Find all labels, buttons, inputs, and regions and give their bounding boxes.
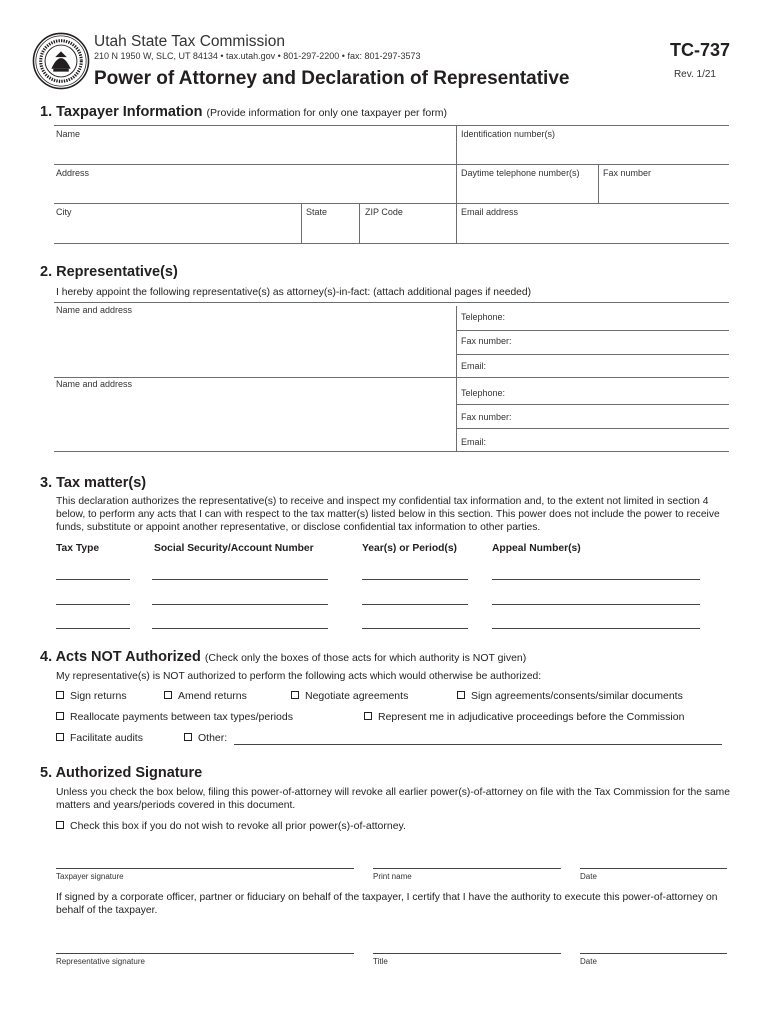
utah-state-seal-icon [32,32,90,90]
tax-type-blank[interactable] [56,628,130,629]
no-revoke-label: Check this box if you do not wish to revoke all prior power(s)-of-attorney. [70,820,406,832]
appeal-number-blank[interactable] [492,579,700,580]
reallocate-label: Reallocate payments between tax types/periods [70,711,293,723]
sign-agreements-checkbox[interactable] [457,691,465,699]
date2-label: Date [580,957,597,966]
section3-heading: 3. Tax matter(s) [40,475,147,491]
rep1-telephone-field[interactable]: Telephone: [461,312,506,322]
years-periods-blank[interactable] [362,579,468,580]
section1-note: (Provide information for only one taxpayer per form) [206,107,447,119]
other-checkbox[interactable] [184,733,192,741]
address-field[interactable]: Address [56,168,90,178]
amend-returns-label: Amend returns [178,690,247,702]
represent-label: Represent me in adjudicative proceedings before the Commission [378,711,685,723]
agency-name: Utah State Tax Commission [94,33,285,50]
col-tax-type: Tax Type [56,543,100,554]
rep2-telephone-field[interactable]: Telephone: [461,388,506,398]
appeal-number-blank[interactable] [492,628,700,629]
email-field[interactable]: Email address [461,207,519,217]
amend-returns-checkbox[interactable] [164,691,172,699]
negotiate-option[interactable] [291,690,408,702]
section1-heading [40,104,447,120]
print-name-label: Print name [373,872,412,881]
date1-label: Date [580,872,597,881]
section4-heading [40,649,526,665]
print-name-line[interactable] [373,868,561,869]
taxpayer-signature-line[interactable] [56,868,354,869]
sign-agreements-label: Sign agreements/consents/similar documents [471,690,683,702]
id-number-field[interactable]: Identification number(s) [461,129,556,139]
section2-heading: 2. Representative(s) [40,264,178,280]
appeal-number-blank[interactable] [492,604,700,605]
sign-agreements-option[interactable] [457,690,683,702]
form-number: TC-737 [669,40,730,60]
rep1-fax-field[interactable]: Fax number: [461,336,512,346]
no-revoke-checkbox[interactable] [56,821,64,829]
rep2-email-field[interactable]: Email: [461,437,487,447]
name-field[interactable]: Name [56,129,81,139]
years-periods-blank[interactable] [362,628,468,629]
form-revision: Rev. 1/21 [673,69,716,80]
rep-signature-label: Representative signature [56,957,145,966]
section4-title: 4. Acts NOT Authorized [40,649,201,665]
rep2-fax-field[interactable]: Fax number: [461,412,512,422]
rep2-name-address-field[interactable]: Name and address [56,379,133,389]
facilitate-audits-label: Facilitate audits [70,732,143,744]
rep1-name-address-field[interactable]: Name and address [56,305,133,315]
title-line[interactable] [373,953,561,954]
daytime-phone-field[interactable]: Daytime telephone number(s) [461,168,580,178]
represent-option[interactable] [364,711,684,723]
no-revoke-option[interactable] [56,820,406,832]
negotiate-checkbox[interactable] [291,691,299,699]
form-title: Power of Attorney and Declaration of Representative [94,68,570,89]
section5-heading: 5. Authorized Signature [40,765,203,781]
city-field[interactable]: City [56,207,72,217]
title-label: Title [373,957,388,966]
account-number-blank[interactable] [152,604,328,605]
reallocate-checkbox[interactable] [56,712,64,720]
fax-field[interactable]: Fax number [603,168,652,178]
col-account-number: Social Security/Account Number [154,543,314,554]
section1-title: 1. Taxpayer Information [40,104,203,120]
account-number-blank[interactable] [152,628,328,629]
section5-body: Unless you check the box below, filing this power-of-attorney will revoke all earlier power(s)-of-attorney on file with the Tax Commission for the same matters and years/periods covered in this document. [56,787,730,811]
other-blank[interactable] [234,744,722,745]
rep1-email-field[interactable]: Email: [461,361,487,371]
negotiate-label: Negotiate agreements [305,690,409,702]
sign-returns-label: Sign returns [70,690,127,702]
tax-type-blank[interactable] [56,604,130,605]
account-number-blank[interactable] [152,579,328,580]
agency-contact: 210 N 1950 W, SLC, UT 84134 • tax.utah.gov • 801-297-2200 • fax: 801-297-3573 [94,51,421,61]
col-years-periods: Year(s) or Period(s) [362,543,457,554]
represent-checkbox[interactable] [364,712,372,720]
amend-returns-option[interactable] [164,690,247,702]
section3-body: This declaration authorizes the representative(s) to receive and inspect my confidential tax information and, to the extent not limited in section 4 below, to perform any acts that I can with respect to the tax matter(s) listed below in this section. This power does not include the power to receive funds, substitute or appoint another representative, or disclose confidential tax information to other parties. [56,496,720,533]
taxpayer-signature-label: Taxpayer signature [56,872,124,881]
rep-signature-line[interactable] [56,953,354,954]
other-option[interactable] [184,732,227,744]
facilitate-audits-option[interactable] [56,732,143,744]
other-label: Other: [198,732,228,744]
tax-type-blank[interactable] [56,579,130,580]
reallocate-option[interactable] [56,711,293,723]
col-appeal-numbers: Appeal Number(s) [492,543,581,554]
section4-intro: My representative(s) is NOT authorized to perform the following acts which would otherwise be authorized: [56,671,542,682]
state-field[interactable]: State [306,207,328,217]
date1-line[interactable] [580,868,727,869]
sign-returns-option[interactable] [56,690,127,702]
sign-returns-checkbox[interactable] [56,691,64,699]
zip-field[interactable]: ZIP Code [365,207,403,217]
section2-intro: I hereby appoint the following representative(s) as attorney(s)-in-fact: (attach additional pages if needed) [56,287,532,298]
certify-text: If signed by a corporate officer, partner or fiduciary on behalf of the taxpayer, I certify that I have the authority to execute this power-of-attorney on behalf of the taxpayer. [56,892,718,916]
section4-note: (Check only the boxes of those acts for which authority is NOT given) [204,652,527,664]
date2-line[interactable] [580,953,727,954]
years-periods-blank[interactable] [362,604,468,605]
facilitate-audits-checkbox[interactable] [56,733,64,741]
